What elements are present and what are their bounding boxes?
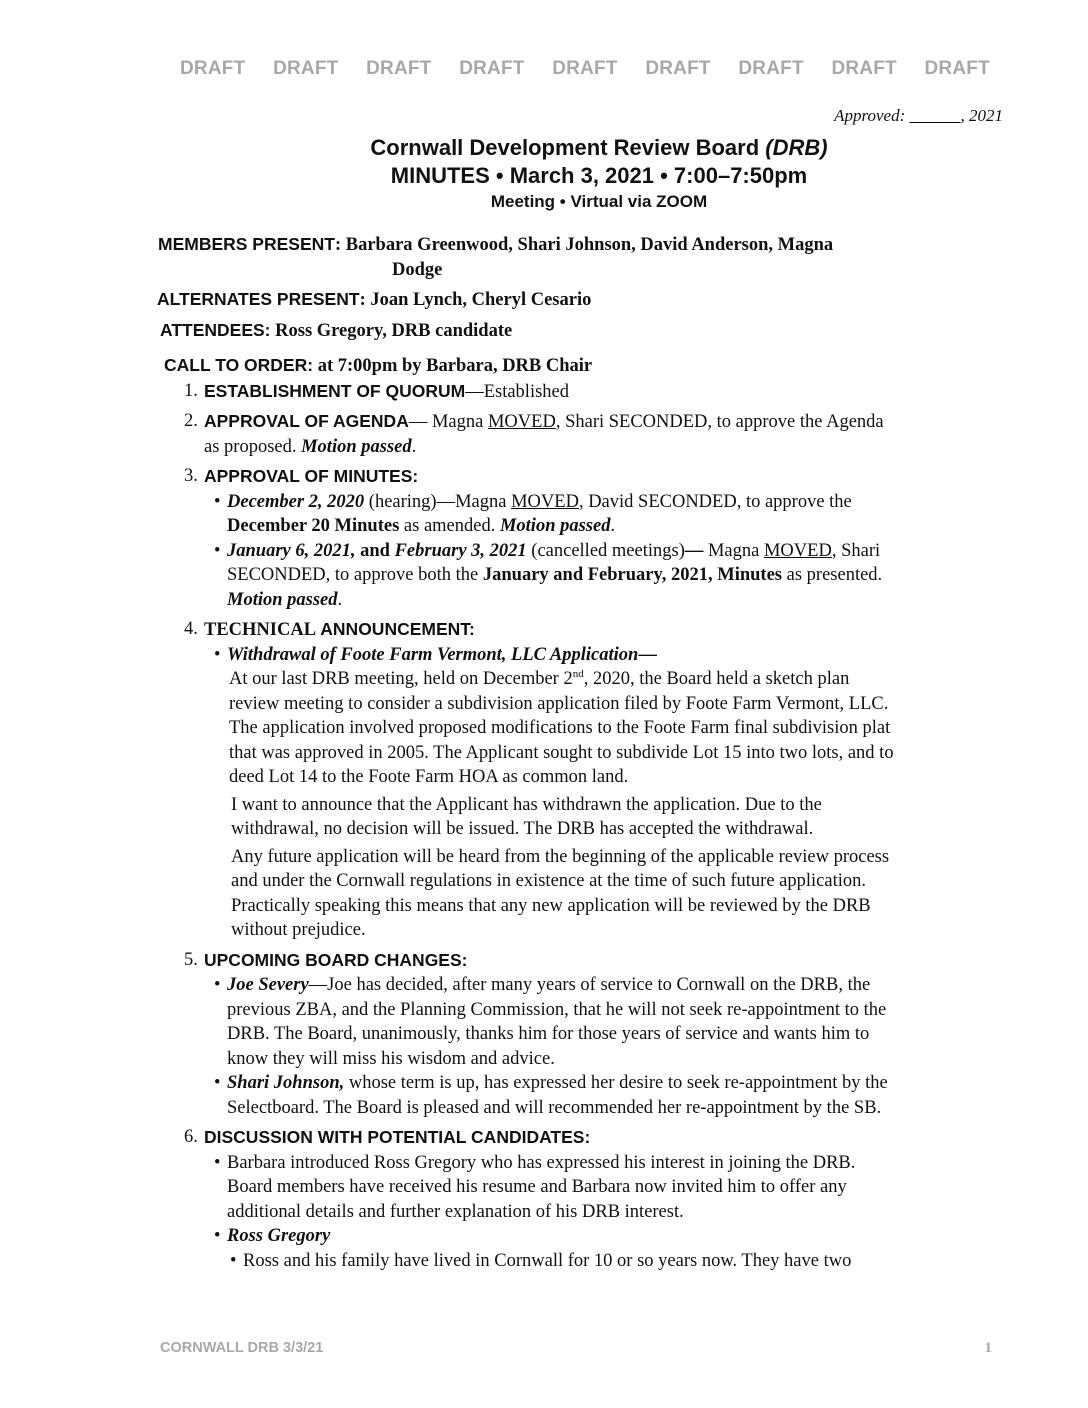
item-quorum: 1. ESTABLISHMENT OF QUORUM—Established — [184, 380, 569, 402]
document-title: Cornwall Development Review Board (DRB) — [370, 135, 828, 160]
board-change-shari-johnson: • Shari Johnson, whose term is up, has expressed her desire to seek re-appointment by the Selectboard. The Board is pleased and will recommended her re-appointment by the SB. — [214, 1073, 888, 1118]
members-present: MEMBERS PRESENT: Barbara Greenwood, Shari Johnson, David Anderson, Magna Dodge — [158, 234, 834, 280]
board-change-joe-severy: • Joe Severy—Joe has decided, after many years of service to Cornwall on the DRB, the previous ZBA, and the Planning Commission, that he will not seek re-appointment to the DRB. The Board, unanimously, thanks him for those years of service and wants him to know they will miss his wisdom and advice. — [214, 975, 887, 1069]
approved-blank: ______ — [909, 106, 961, 125]
item-announcement: 4. TECHNICAL ANNOUNCEMENT: — [184, 619, 475, 640]
candidate-intro: • Barbara introduced Ross Gregory who has expressed his interest in joining the DRB. Board members have received his resume and Barbara now invited him to offer any additional details and further explanation of his DRB interest. — [214, 1152, 856, 1222]
announcement-paragraph-1: At our last DRB meeting, held on December 2nd, 2020, the Board held a sketch plan review meeting to consider a subdivision application filed by Foote Farm Vermont, LLC. The application involved proposed modifications to the Foote Farm final subdivision plat that was approved in 2005. The Applicant sought to subdivide Lot 15 into two lots, and to deed Lot 14 to the Foote Farm HOA as common land. — [229, 667, 894, 787]
minutes-body — [0, 232, 1088, 1273]
page-number: 1 — [984, 1340, 992, 1356]
announcement-paragraph-3: Any future application will be heard from the beginning of the applicable review process and under the Cornwall regulations in existence at the time of such future application. Practically speaking this means that any new application will be reviewed by the DRB without prejudice. — [231, 846, 890, 940]
draft-watermark: DRAFT — [738, 58, 804, 79]
footer-label: CORNWALL DRB 3/3/21 — [160, 1340, 324, 1356]
minutes-date-line: MINUTES • March 3, 2021 • 7:00–7:50pm — [390, 163, 808, 188]
draft-watermark: DRAFT — [552, 58, 618, 79]
item-agenda: 2. APPROVAL OF AGENDA— Magna MOVED, Shari SECONDED, to approve the Agenda as proposed. Motion passed. — [184, 411, 884, 457]
candidate-ross-detail: • Ross and his family have lived in Cornwall for 10 or so years now. They have two — [230, 1250, 852, 1271]
draft-watermark: DRAFT — [831, 58, 897, 79]
draft-watermark: DRAFT — [366, 58, 432, 79]
candidate-ross-gregory: • Ross Gregory — [214, 1226, 331, 1246]
meeting-venue-line: Meeting • Virtual via ZOOM — [490, 192, 708, 211]
approved-line: Approved: ______, 2021 — [834, 106, 1003, 125]
item-candidates: 6. DISCUSSION WITH POTENTIAL CANDIDATES: — [184, 1127, 591, 1147]
call-to-order: CALL TO ORDER: at 7:00pm by Barbara, DRB Chair — [164, 355, 593, 376]
minutes-bullet-jan-feb: • January 6, 2021, and February 3, 2021 (cancelled meetings)— Magna MOVED, Shari SECONDED, to approve both the January and February, 2021, Minutes as presented. Motion passed. — [214, 540, 883, 610]
draft-watermark: DRAFT — [924, 58, 990, 79]
title-block — [0, 134, 1088, 214]
item-minutes: 3. APPROVAL OF MINUTES: — [184, 466, 419, 486]
draft-watermark: DRAFT — [645, 58, 711, 79]
draft-watermark: DRAFT — [459, 58, 525, 79]
draft-watermark: DRAFT — [273, 58, 339, 79]
item-board-changes: 5. UPCOMING BOARD CHANGES: — [184, 949, 468, 970]
announcement-paragraph-2: I want to announce that the Applicant has withdrawn the application. Due to the withdrawal, no decision will be issued. The DRB has accepted the withdrawal. — [231, 794, 822, 839]
alternates-present: ALTERNATES PRESENT: Joan Lynch, Cheryl Cesario — [157, 289, 592, 310]
draft-watermark: DRAFT — [180, 58, 246, 79]
minutes-bullet-december: • December 2, 2020 (hearing)—Magna MOVED, David SECONDED, to approve the December 20 Minutes as amended. Motion passed. — [214, 491, 852, 536]
draft-watermark-row — [180, 58, 990, 80]
announcement-withdrawal: • Withdrawal of Foote Farm Vermont, LLC Application— — [214, 644, 657, 665]
attendees: ATTENDEES: Ross Gregory, DRB candidate — [160, 319, 513, 341]
